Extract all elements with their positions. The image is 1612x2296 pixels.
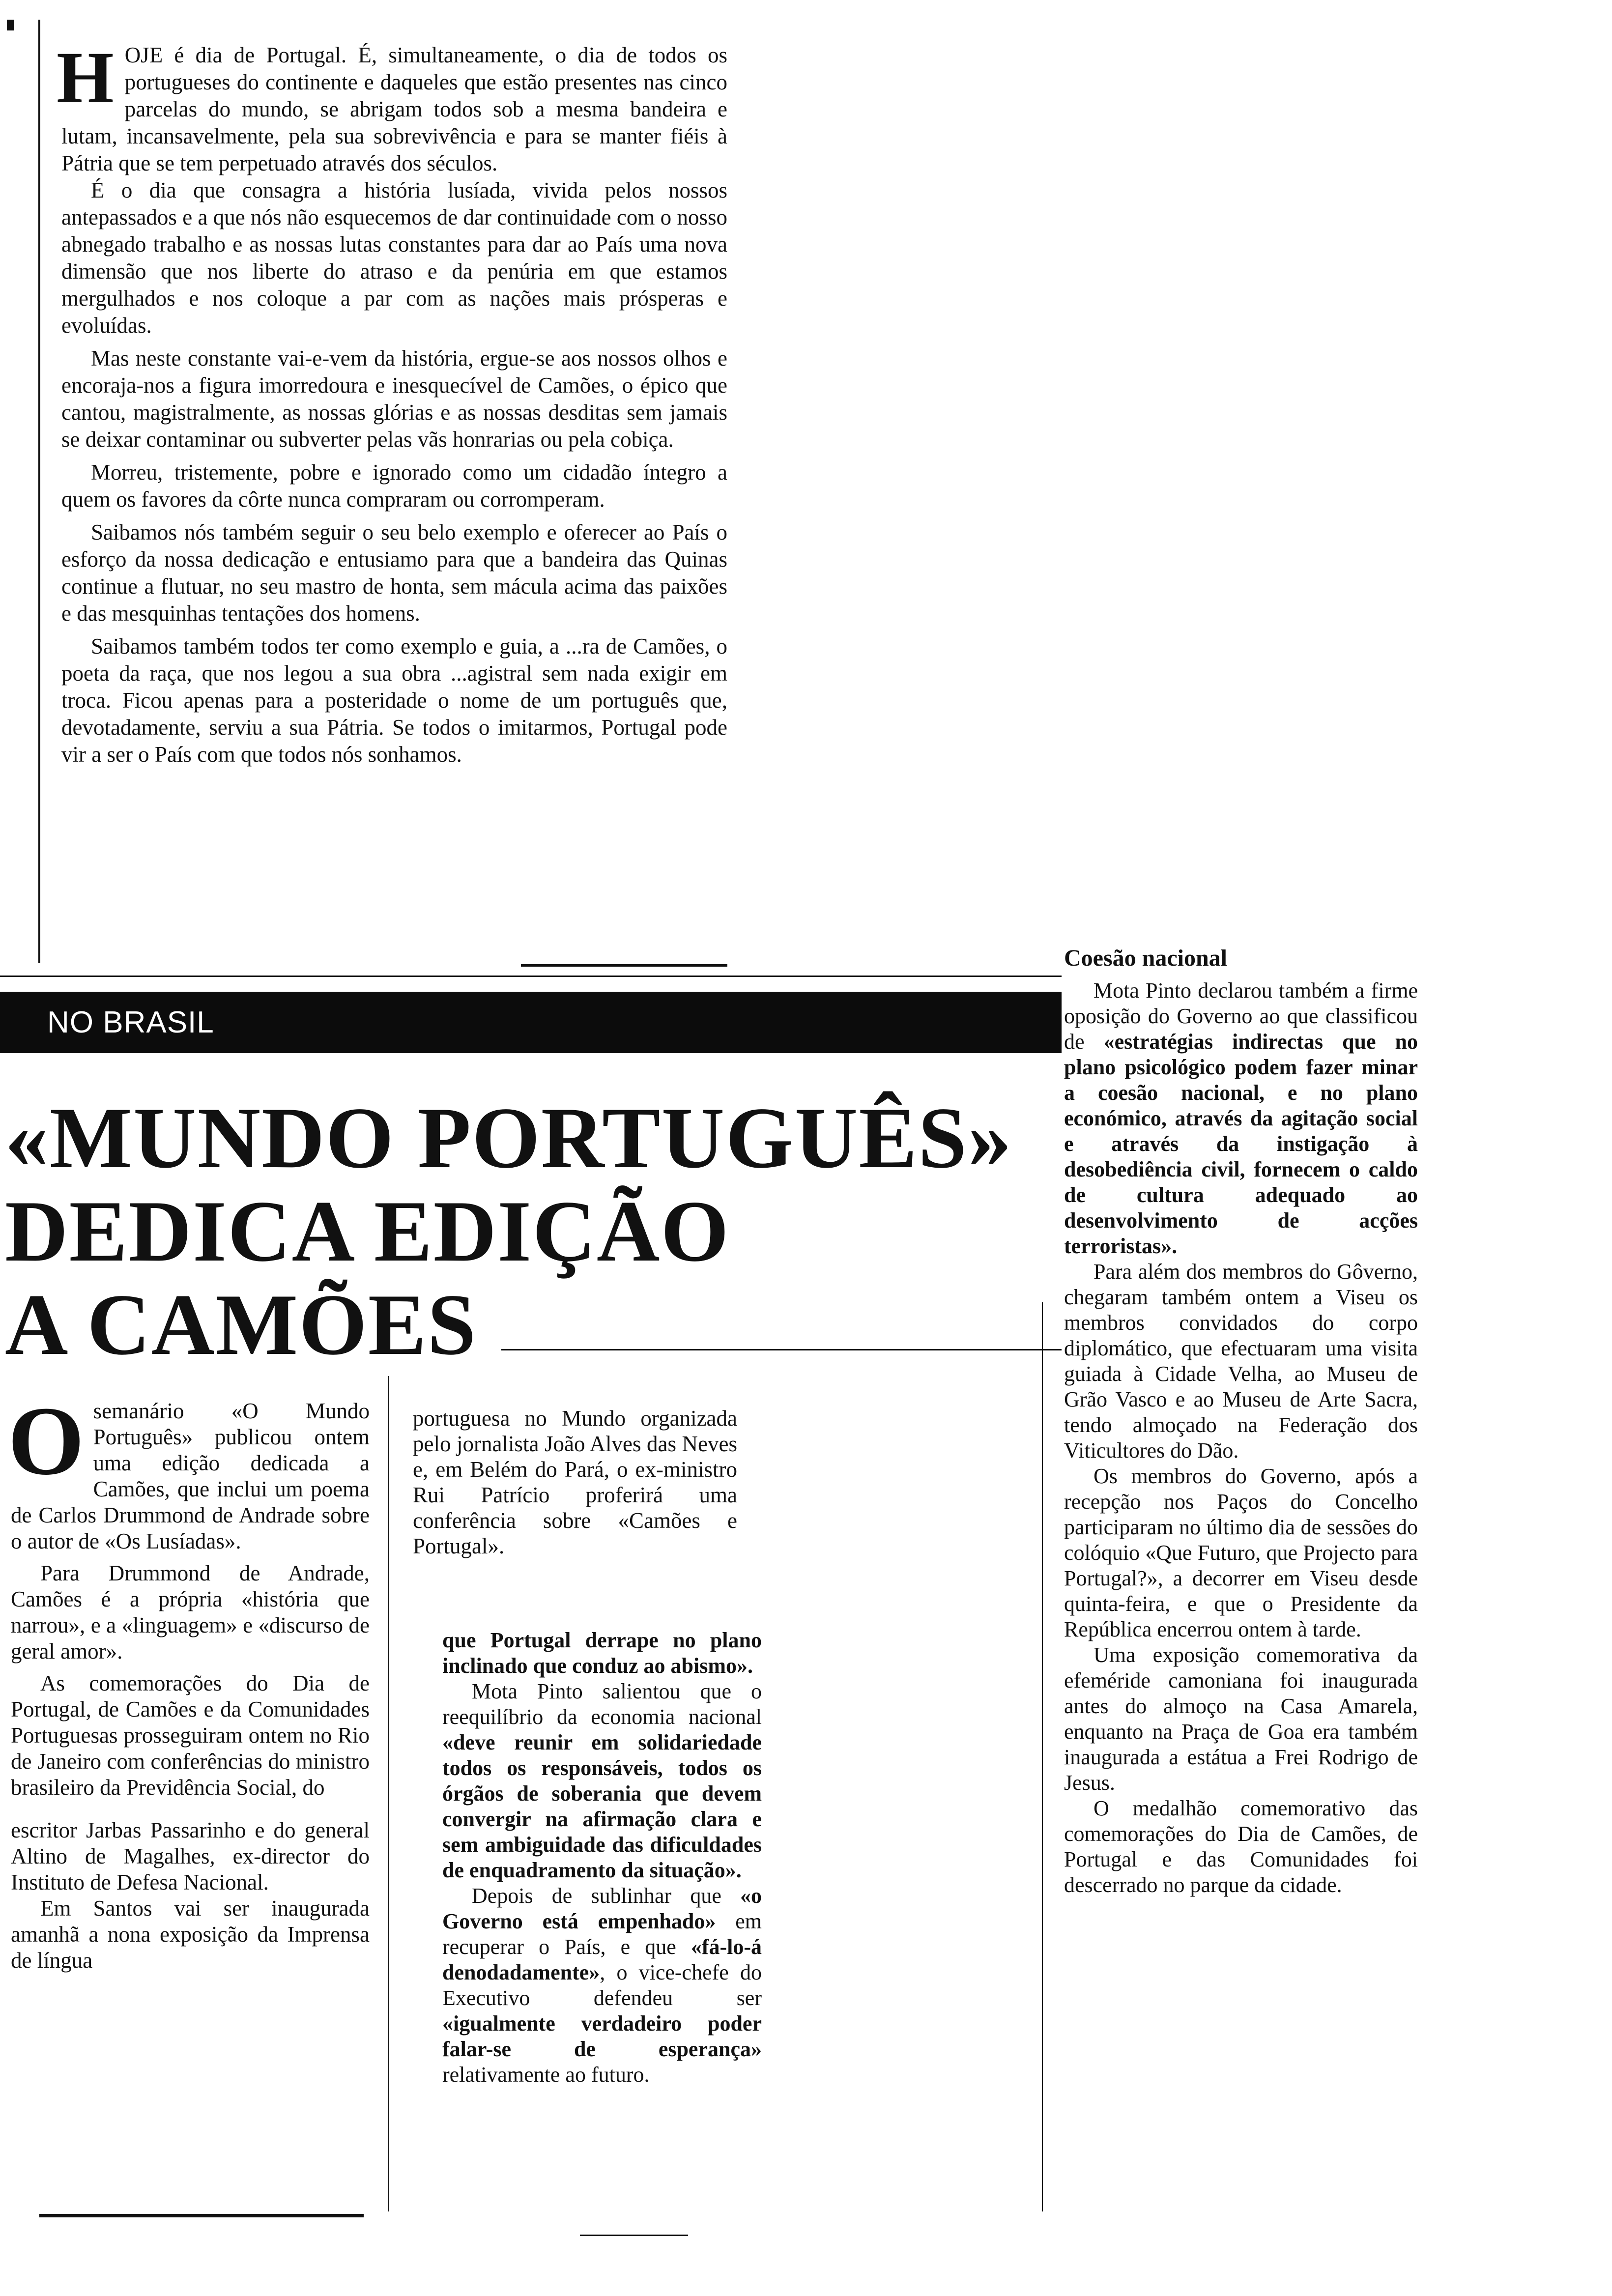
article-column-2-paragraph-2-lead: Mota Pinto salientou que o reequilíbrio da economia nacional [442,1679,762,1729]
article-column-2-paragraph-3-f: «igualmente verdadeiro poder falar-se de esperança» [442,2011,762,2061]
article-paragraph-1-text: semanário «O Mundo Português» publicou ontem uma edição dedicada a Camões, que inclui um poema de Carlos Drummond de Andrade sobre o autor de «Os Lusíadas». [11,1399,370,1553]
sidebar-paragraph-1-quote: «estratégias indirectas que no plano psicológico podem fazer minar a coesão nacional, e no plano económico, através da agitação social e através da instigação à desobediência civil, fornecem o caldo de cultura adequado ao desenvolvimento de acções terroristas». [1064,1030,1418,1258]
editorial-paragraph-1-text: OJE é dia de Portugal. É, simultaneamente, o dia de todos os portugueses do continente e daqueles que estão presentes nas cinco parcelas do mundo, se abrigam todos sob a mesma bandeira e lutam, incansavelmente, pela sua sobrevivência e para se manter fiéis à Pátria que se tem perpetuado através dos séculos. [61,43,727,175]
sidebar-paragraph-4: Uma exposição comemorativa da efeméride camoniana foi inaugurada antes do almoço na Casa Amarela, enquanto na Praça de Goa era também inaugurada a estátua a Frei Rodrigo de Jesus. [1064,1643,1418,1795]
article-column-2-paragraph-3 [442,1883,762,2088]
article-column-1 [8,1387,370,1974]
editorial-left-rule [38,20,40,963]
column2-end-rule [580,2235,688,2236]
editorial-paragraph-4: Morreu, tristemente, pobre e ignorado como um cidadão íntegro a quem os favores da côrte nunca compraram ou corromperam. [61,460,727,512]
article-column-2-bottom [442,1628,762,2088]
editorial-paragraph-3: Mas neste constante vai-e-vem da história, ergue-se aos nossos olhos e encoraja-nos a figura imorredoura e inesquecível de Camões, o épico que cantou, magistralmente, as nossas glórias e as nossas desditas sem jamais se deixar contaminar ou subverter pelas vãs honrarias ou pela cobiça. [61,346,727,452]
column-divider-1 [388,1376,389,2211]
article-paragraph-4: escritor Jarbas Passarinho e do general Altino de Magalhes, ex-director do Instituto de Defesa Nacional. [11,1818,370,1894]
headline-line-3: A CAMÕES [5,1276,477,1373]
sidebar-paragraph-1 [1064,978,1418,1259]
editorial-paragraph-2: É o dia que consagra a história lusíada, vivida pelos nossos antepassados e a que nós não esquecemos de dar continuidade com o nosso abnegado trabalho e as nossas lutas constantes para dar ao País uma nova dimensão que nos liberte do atraso e da penúria em que estamos mergulhados e nos coloque a par com as nações mais prósperas e evoluídas. [61,178,727,338]
article-paragraph-3: As comemorações do Dia de Portugal, de Camões e da Comunidades Portuguesas prosseguiram ontem no Rio de Janeiro com conferências do ministro brasileiro da Previdência Social, do [11,1671,370,1800]
article-dropcap: O [8,1387,85,1495]
section-banner [0,992,1062,1053]
editorial-paragraph-1 [57,37,727,177]
article-paragraph-1 [8,1387,370,1554]
sidebar-paragraph-1-lead: Mota Pinto declarou também a firme oposição do Governo ao que classificou de [1064,978,1418,1054]
article-paragraph-5: Em Santos vai ser inaugurada amanhã a nona exposição da Imprensa de língua [11,1896,370,1973]
sidebar-paragraph-2: Para além dos membros do Gôverno, chegaram também ontem a Viseu os membros convidados do corpo diplomático, que efectuaram uma visita guiada à Cidade Velha, ao Museu de Grão Vasco e ao Museu de Arte Sacra, tendo almoçado na Federação dos Viticultores do Dão. [1064,1260,1418,1463]
editorial-bottom-rule [521,964,727,967]
sidebar-heading: Coesão nacional [1064,945,1228,971]
article-column-2-paragraph-3-c: em recuperar o País, e que [442,1909,762,1959]
article-column-2-paragraph-3-d: «fá-lo-á denodadamente» [442,1935,762,1984]
section-banner-label: NO BRASIL [47,1005,214,1039]
article-column-2-paragraph-3-a: Depois de sublinhar que [472,1884,740,1908]
article-paragraph-2: Para Drummond de Andrade, Camões é a própria «história que narrou», e a «linguagem» e «discurso de geral amor». [11,1561,370,1664]
editorial-dropcap: H [57,37,114,118]
article-column-2-paragraph-3-g: relativamente ao futuro. [442,2063,650,2087]
article-column-2-top [413,1406,737,1559]
corner-mark [7,20,14,30]
column1-end-rule [39,2214,364,2217]
sidebar-paragraph-5: O medalhão comemorativo das comemorações do Dia de Camões, de Portugal e das Comunidades foi descerrado no parque da cidade. [1064,1796,1418,1897]
headline-line-2: DEDICA EDIÇÃO [5,1182,730,1280]
sidebar-column [1064,944,1418,1898]
headline [5,1091,1062,1371]
headline-line-1: «MUNDO PORTUGUÊS» [5,1089,1013,1186]
editorial-paragraph-6: Saibamos também todos ter como exemplo e guia, a ...ra de Camões, o poeta da raça, que nos legou a sua obra ...agistral sem nada exigir em troca. Ficou apenas para a posteridade o nome de um português que, devotadamente, serviu a sua Pátria. Se todos o imitarmos, Portugal pode vir a ser o País com que todos nós sonhamos. [61,634,727,767]
article-column-2-paragraph-3-b: «o Governo está empenhado» [442,1884,762,1933]
article-column-2-paragraph-2 [442,1679,762,1883]
sidebar-paragraph-3: Os membros do Governo, após a recepção nos Paços do Concelho participaram no último dia de sessões do colóquio «Que Futuro, que Projecto para Portugal?», a decorrer em Viseu desde quinta-feira, e que o Presidente da República encerrou ontem à tarde. [1064,1464,1418,1641]
article-column-2-paragraph-1: que Portugal derrape no plano inclinado que conduz ao abismo». [442,1628,762,1678]
editorial-paragraph-5: Saibamos nós também seguir o seu belo exemplo e oferecer ao País o esforço da nossa dedicação e entusiamo para que a bandeira das Quinas continue a flutuar, no seu mastro de honta, sem mácula acima das paixões e das mesquinhas tentações dos homens. [61,520,727,626]
editorial [57,37,727,768]
column-divider-2 [1042,1302,1043,2211]
article-column-2-top-text: portuguesa no Mundo organizada pelo jornalista João Alves das Neves e, em Belém do Pará, o ex-ministro Rui Patrício proferirá uma conferência sobre «Camões e Portugal». [413,1406,737,1558]
article-column-2-paragraph-2-quote: «deve reunir em solidariedade todos os responsáveis, todos os órgãos de soberania que devem convergir na afirmação clara e sem ambiguidade das dificuldades de enquadramento da situação». [442,1730,762,1882]
section-rule [0,976,1062,977]
article-column-2-paragraph-3-e: , o vice-chefe do Executivo defendeu ser [442,1960,762,2010]
